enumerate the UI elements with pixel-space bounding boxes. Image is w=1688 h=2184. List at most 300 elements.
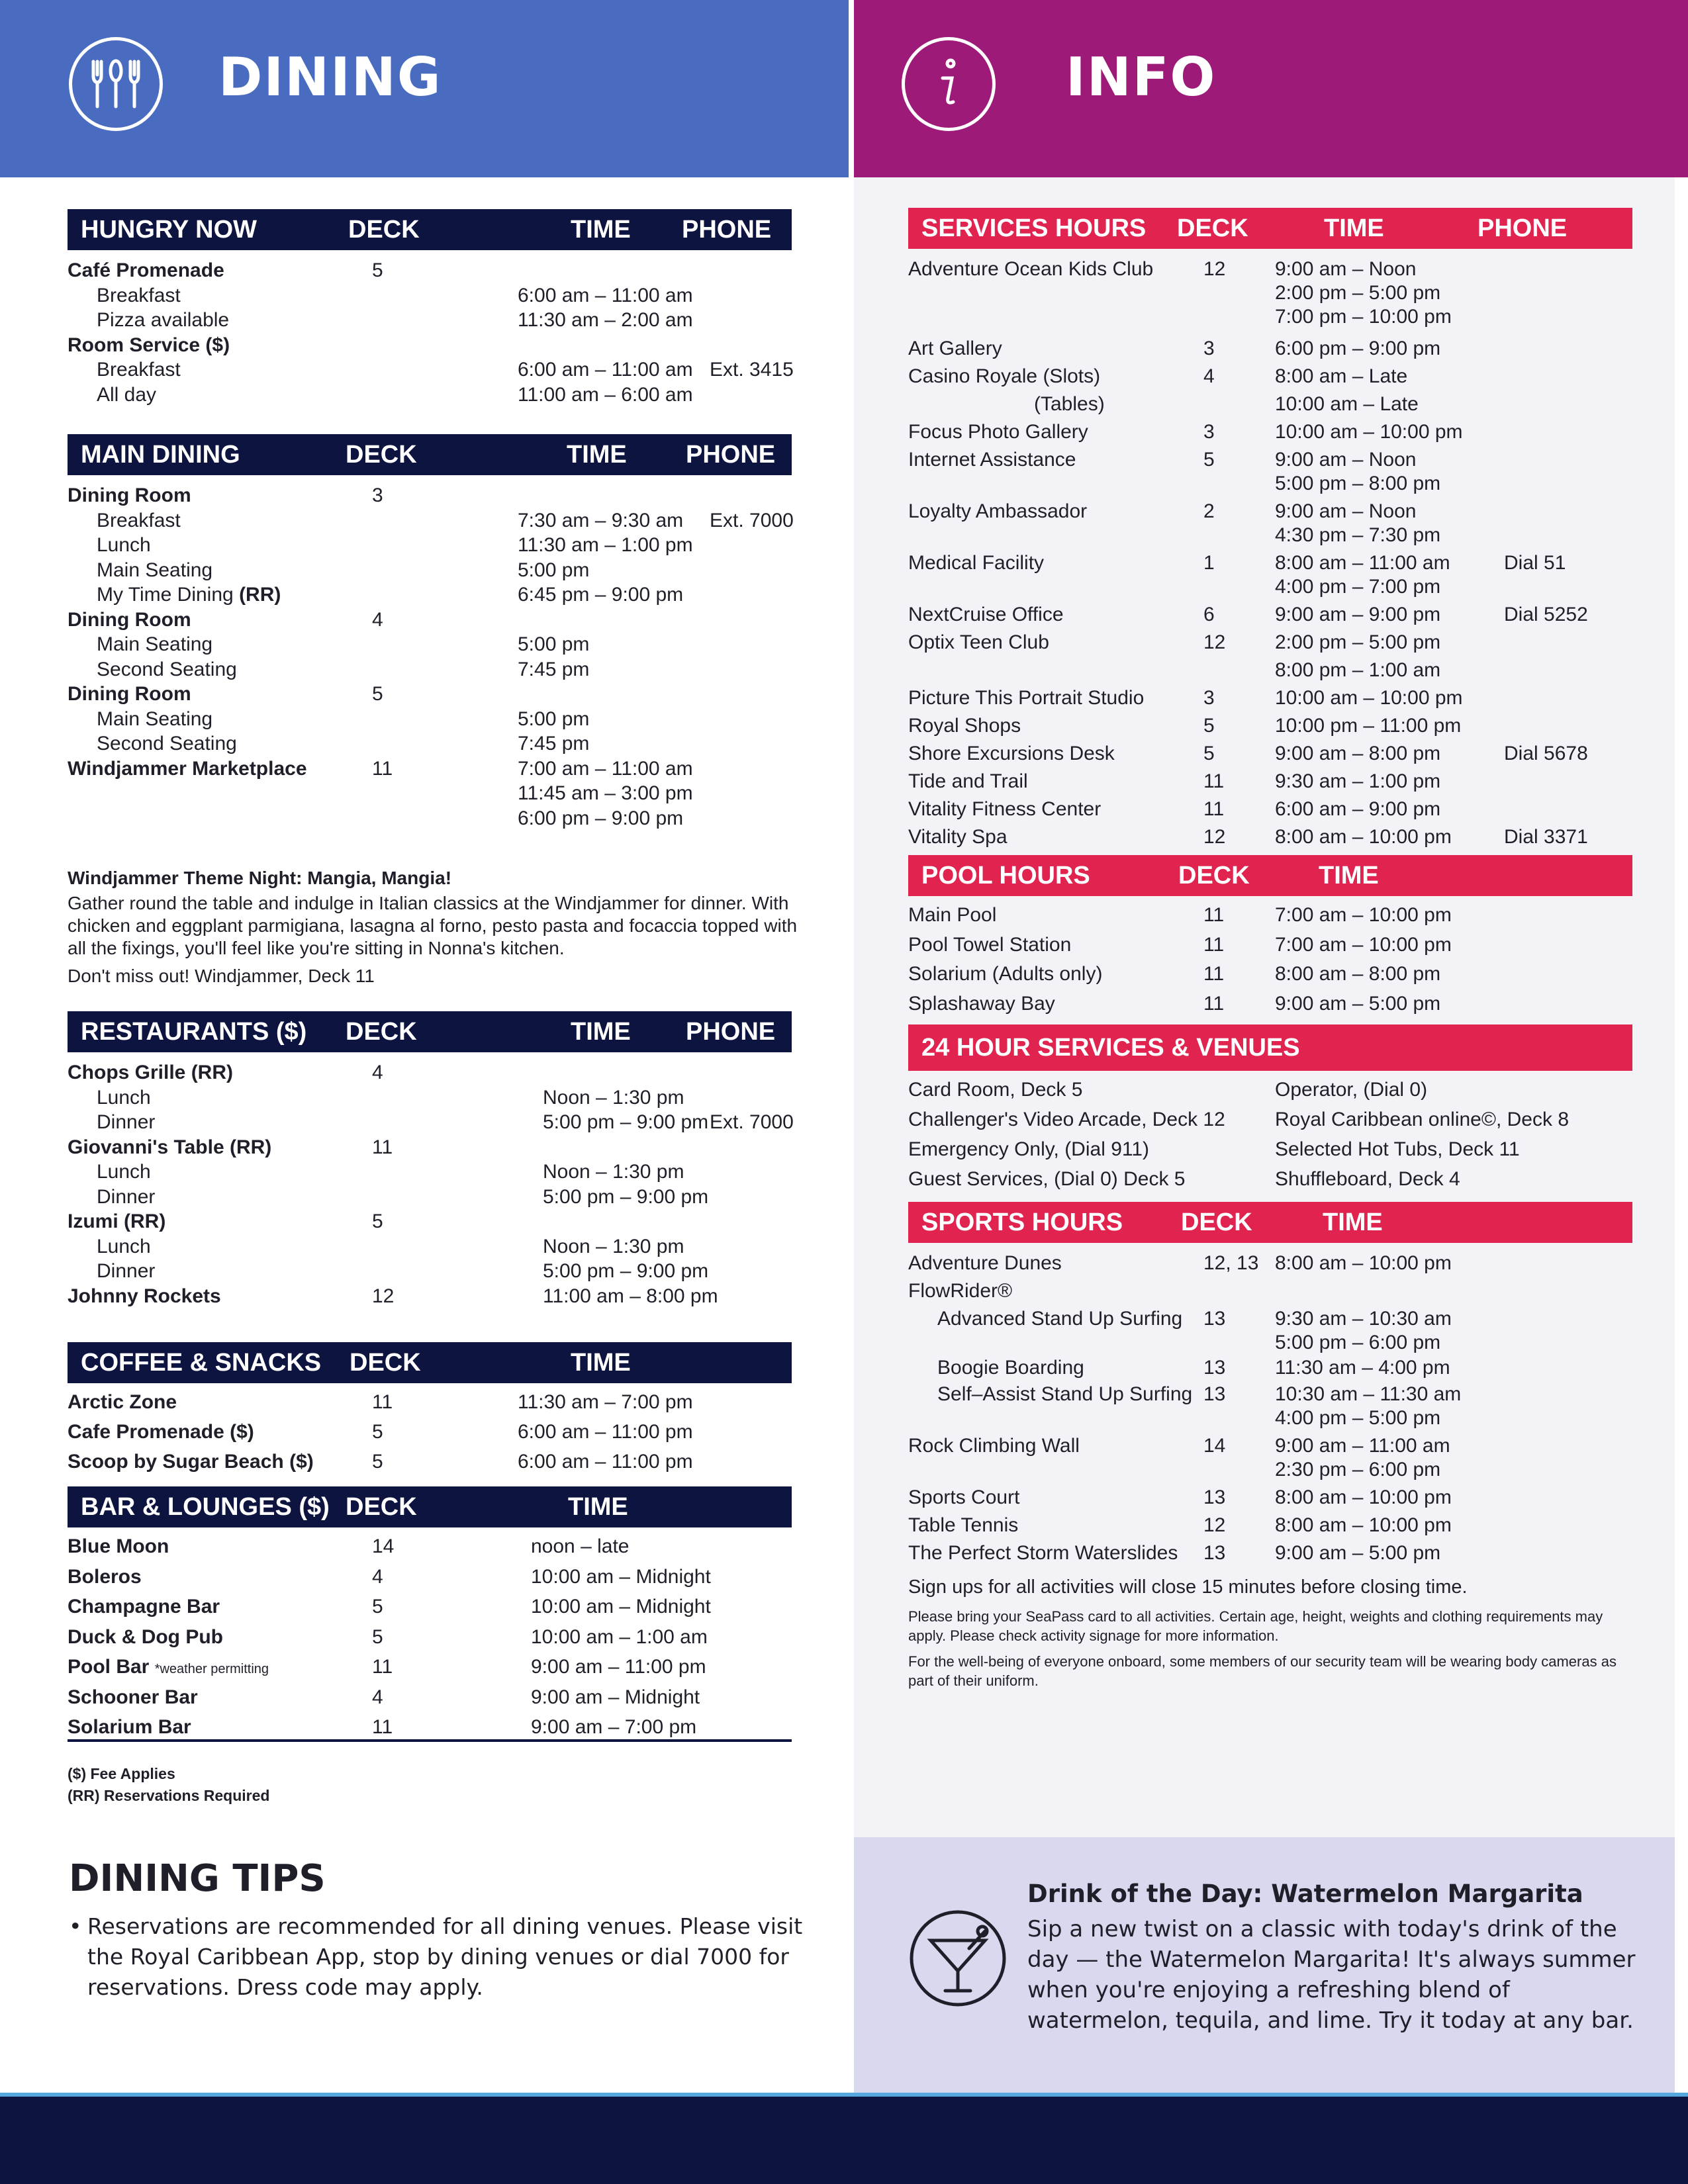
row-name-text: FlowRider® [908,1280,1013,1302]
row-name-text: Champagne Bar [68,1596,220,1617]
row-name-text: (Tables) [1034,393,1105,415]
info-fine-print [908,1607,1636,1690]
row-time: 7:00 am – 10:00 pm [1275,904,1452,926]
bar-lounges-list [68,1534,802,1745]
restaurants-list [68,1060,802,1308]
row-time: Noon – 1:30 pm [543,1235,684,1257]
row-name [908,933,1071,958]
row-deck: 6 [1203,604,1215,625]
row-name-text: Medical Facility [908,552,1045,574]
row-time: 5:00 pm – 9:00 pm [543,1260,709,1282]
table-row [68,1594,802,1625]
row-name [908,630,1049,655]
row-name-text: Internet Assistance [908,449,1076,471]
row-time: 7:00 pm – 10:00 pm [1275,306,1452,328]
table-row [908,933,1643,962]
row-name-text: Vitality Fitness Center [908,798,1102,820]
row-time: 10:00 am – 10:00 pm [1275,421,1463,443]
row-name-text: Sports Court [908,1486,1020,1508]
row-time: 8:00 am – 10:00 pm [1275,1514,1452,1536]
row-time: 10:30 am – 11:30 am [1275,1383,1462,1405]
row-time: 5:00 pm – 8:00 pm [1275,473,1441,494]
table-row [68,731,802,756]
row-name-text: Breakfast [97,509,181,531]
theme-night [68,867,802,987]
table-row [908,420,1643,447]
row-name [908,1279,1012,1304]
row-deck: 4 [372,608,383,631]
table-row [68,756,802,782]
row-time: 8:00 am – 8:00 pm [1275,963,1441,985]
sports-hours-header [908,1202,1632,1243]
table-row [908,392,1643,420]
row-name [68,1565,142,1590]
row-name [68,1534,169,1559]
table-row [68,608,802,633]
table-row [908,471,1643,499]
row-deck: 4 [372,1565,383,1588]
row-name-text: Johnny Rockets [68,1285,221,1307]
hungry-now-list [68,258,802,407]
row-name [908,602,1064,627]
row-deck: 3 [1203,687,1215,709]
row-time: 11:30 am – 7:00 pm [518,1391,693,1413]
row-name [97,582,281,608]
row-name-text: Giovanni's Table (RR) [68,1136,272,1158]
row-name [68,1135,271,1160]
coffee-snacks-col-1: DECK [350,1348,421,1377]
row-name-text: Scoop by Sugar Beach ($) [68,1451,314,1473]
row-deck: 3 [372,484,383,506]
table-row [68,1420,802,1449]
row-deck: 5 [1203,715,1215,737]
row-name [68,1390,177,1415]
row-name [908,1513,1018,1538]
pool-hours-col-1: DECK [1178,861,1250,889]
row-time: 8:00 pm – 1:00 am [1275,659,1441,681]
row-name [68,1594,220,1619]
sports-hours-col-0: SPORTS HOURS [921,1208,1123,1236]
row-deck: 13 [1203,1308,1226,1330]
row-name [68,1284,221,1309]
row-time: 2:00 pm – 5:00 pm [1275,282,1441,304]
main-dining-col-0: MAIN DINING [81,440,240,469]
row-name-text: Schooner Bar [68,1686,198,1708]
row-time: 8:00 am – 10:00 pm [1275,1486,1452,1508]
row-deck: 2 [1203,500,1215,522]
table-row [908,1355,1643,1382]
row-deck: 11 [1203,963,1225,985]
row-deck: 11 [372,757,393,780]
row-deck: 11 [1203,992,1225,1015]
row-time: 11:00 am – 8:00 pm [543,1285,718,1307]
row-name-text: Rock Climbing Wall [908,1435,1080,1457]
main-dining-col-1: DECK [346,440,417,469]
martini-icon [908,1909,1008,2008]
table-row [908,1513,1643,1541]
row-name-text: Pool Bar [68,1656,150,1678]
row-time: 8:00 am – 10:00 pm [1275,826,1452,848]
row-deck: 5 [372,1596,383,1617]
table-row [68,781,802,806]
row-name-text: Dining Room [68,484,191,506]
venues-24-right [1275,1077,1569,1197]
row-time: 9:00 am – 9:00 pm [1275,604,1441,625]
row-name [68,258,224,283]
row-name [908,686,1144,711]
row-name [908,713,1021,739]
row-name-text: Main Pool [908,904,997,926]
table-row [908,686,1643,713]
row-name-text: Pizza available [97,309,230,331]
row-name-text: Breakfast [97,284,181,306]
row-name [68,483,191,508]
row-time: 4:00 pm – 5:00 pm [1275,1407,1441,1429]
row-name [937,1382,1192,1407]
table-row [908,257,1643,281]
main-dining-col-3: PHONE [686,440,776,469]
row-time: 6:00 am – 11:00 am [518,359,693,381]
row-time: 8:00 am – Late [1275,365,1408,387]
row-note: *weather permitting [154,1662,269,1676]
row-deck: 11 [372,1656,393,1678]
services-hours-header [908,208,1632,249]
row-time: 4:00 pm – 7:00 pm [1275,576,1441,598]
info-header [854,0,1688,177]
row-name [937,1355,1084,1381]
row-deck: 5 [372,1210,383,1232]
row-deck: 4 [372,1686,383,1708]
row-name-text: Lunch [97,534,151,556]
venues-24-header [908,1024,1632,1071]
row-time: 9:00 am – 5:00 pm [1275,1542,1441,1564]
table-row [68,1625,802,1655]
table-row [68,1259,802,1284]
sports-hours-list [908,1251,1643,1569]
main-dining-list [68,483,802,831]
table-row [908,1457,1643,1485]
row-name-text: All day [97,383,157,406]
row-name-text: Pool Towel Station [908,933,1072,956]
pool-hours-list [908,903,1643,1021]
table-row [908,962,1643,991]
table-row [68,333,802,358]
table-row [68,657,802,682]
row-deck: 14 [1203,1435,1226,1457]
seapass-note: Please bring your SeaPass card to all activities. Certain age, height, weights and clothing requirements may apply. Please check activity signage for more information. [908,1608,1603,1644]
row-deck: 11 [1203,933,1225,956]
row-time: 6:00 pm – 9:00 pm [1275,338,1441,359]
row-name [908,903,996,928]
row-name-text: Solarium (Adults only) [908,963,1103,985]
row-name-text: Loyalty Ambassador [908,500,1088,522]
row-deck: 14 [372,1535,395,1557]
hungry-now-col-1: DECK [348,215,420,244]
row-name-text: Boogie Boarding [937,1357,1084,1379]
row-time: 9:00 am – 11:00 pm [531,1656,706,1678]
table-row [908,304,1643,336]
row-name [908,257,1153,282]
restaurants-col-1: DECK [346,1017,417,1046]
row-name [97,707,212,732]
row-deck: 11 [372,1716,393,1738]
row-deck: 11 [372,1136,393,1158]
row-deck: 4 [372,1062,383,1083]
table-row [908,281,1643,304]
row-name-text: NextCruise Office [908,604,1064,625]
security-note: For the well-being of everyone onboard, some members of our security team will be wearing body cameras as part of their uniform. [908,1653,1617,1689]
legend-reservations: (RR) Reservations Required [68,1787,270,1804]
table-row [68,533,802,558]
row-name [97,357,181,383]
row-name [908,420,1088,445]
table-row [68,1449,802,1479]
row-name-text: Adventure Dunes [908,1252,1062,1274]
row-deck: 5 [372,683,383,705]
row-deck: 5 [372,1421,383,1443]
bar-lounges-col-0: BAR & LOUNGES ($) [81,1492,330,1521]
row-name [68,608,191,633]
services-hours-list [908,257,1643,852]
list-item: Operator, (Dial 0) [1275,1079,1428,1101]
row-name [97,1160,151,1185]
row-name-text: Picture This Portrait Studio [908,687,1145,709]
row-name-text: Breakfast [97,359,181,381]
table-row [908,499,1643,523]
footer-bar [0,2097,1688,2184]
table-row [68,707,802,732]
row-phone: Ext. 7000 [710,509,794,531]
pool-hours-col-0: POOL HOURS [921,861,1090,889]
table-row [68,383,802,408]
table-row [908,1251,1643,1279]
info-icon [902,37,996,131]
row-name [908,447,1076,473]
table-row [68,1110,802,1135]
hungry-now-col-0: HUNGRY NOW [81,215,257,244]
row-name-text: Focus Photo Gallery [908,421,1088,443]
restaurants-col-2: TIME [571,1017,631,1046]
row-name [1034,392,1105,417]
row-name-text: Advanced Stand Up Surfing [937,1308,1183,1330]
coffee-snacks-col-0: COFFEE & SNACKS [81,1348,322,1377]
row-time: 10:00 am – Midnight [531,1565,711,1588]
row-name-text: Dining Room [68,683,191,705]
row-deck: 5 [1203,743,1215,764]
row-time: 10:00 pm – 11:00 pm [1275,715,1462,737]
row-name-text: Optix Teen Club [908,631,1049,653]
table-row [908,1279,1643,1306]
dining-tips-title: DINING TIPS [69,1857,326,1900]
row-name [97,383,156,408]
main-dining-header [68,434,792,475]
row-time: 11:00 am – 6:00 am [518,383,693,406]
pool-hours-header [908,855,1632,896]
dining-tips-text: Reservations are recommended for all dining venues. Please visit the Royal Caribbean App, stop by dining venues or dial 7000 for reservations. Dress code may apply. [87,1913,803,2000]
row-name [68,1715,191,1740]
table-row [68,1209,802,1234]
row-name-text: Lunch [97,1086,151,1109]
row-name [68,1655,269,1682]
bar-lounges-col-1: DECK [346,1492,417,1521]
table-row [68,682,802,707]
row-deck: 13 [1203,1383,1226,1405]
table-row [908,991,1643,1021]
row-time: 7:45 pm [518,733,590,754]
row-time: 9:00 am – 8:00 pm [1275,743,1441,764]
table-row [68,558,802,583]
row-name [908,364,1100,389]
row-time: 6:00 am – 9:00 pm [1275,798,1441,820]
table-row [68,283,802,308]
row-name-suffix: (RR) [239,584,281,606]
row-name [908,336,1002,361]
list-item: Royal Caribbean online©, Deck 8 [1275,1109,1570,1130]
row-name [68,333,230,358]
dining-tips-bullet: • Reservations are recommended for all dining venues. Please visit the Royal Caribbean App, stop by dining venues or dial 7000 for reservations. Dress code may apply. [69,1913,803,2000]
row-name-text: Vitality Spa [908,826,1008,848]
row-deck: 11 [1203,798,1225,820]
table-row [908,574,1643,602]
row-name-text: Art Gallery [908,338,1002,359]
row-time: 9:30 am – 10:30 am [1275,1308,1452,1330]
table-row [908,630,1643,658]
table-row [908,364,1643,392]
row-name-text: Dinner [97,1111,156,1133]
info-title: INFO [1066,46,1217,108]
row-name-text: Shore Excursions Desk [908,743,1115,764]
row-time: 4:30 pm – 7:30 pm [1275,524,1441,546]
coffee-snacks-list [68,1390,802,1479]
row-name [908,991,1055,1017]
restaurants-col-3: PHONE [686,1017,776,1046]
row-time: 7:00 am – 10:00 pm [1275,933,1452,956]
table-row [68,1060,802,1085]
list-item: Emergency Only, (Dial 911) [908,1138,1150,1160]
row-name-text: Dining Room [68,608,191,631]
row-name [908,962,1102,987]
table-row [908,769,1643,797]
row-name [68,1449,314,1475]
row-deck: 3 [1203,338,1215,359]
row-deck: 12 [372,1285,395,1307]
coffee-snacks-col-2: TIME [571,1348,631,1377]
row-name [908,1485,1019,1510]
row-name-text: Blue Moon [68,1535,169,1557]
row-name [908,797,1101,822]
row-name [68,682,191,707]
row-name-text: Café Promenade [68,259,224,281]
row-name-text: Tide and Trail [908,770,1028,792]
row-time: 11:30 am – 2:00 am [518,309,693,331]
row-name-text: Self–Assist Stand Up Surfing [937,1383,1193,1405]
row-time: 9:00 am – Noon [1275,449,1417,471]
row-name-text: Dinner [97,1185,156,1208]
row-time: 9:30 am – 1:00 pm [1275,770,1441,792]
row-time: 10:00 am – 10:00 pm [1275,687,1463,709]
row-name [97,1110,155,1135]
table-row [68,357,802,383]
row-time: 5:00 pm [518,633,590,655]
row-name [908,825,1008,850]
table-row [68,1534,802,1565]
table-row [68,1655,802,1685]
row-deck: 11 [1203,770,1225,792]
services-hours-col-3: PHONE [1477,214,1568,242]
row-time: 6:00 am – 11:00 pm [518,1421,693,1443]
table-row [908,1485,1643,1513]
dining-title: DINING [218,46,442,108]
row-name [97,1259,155,1284]
table-divider [68,1739,792,1742]
row-time: 2:30 pm – 6:00 pm [1275,1459,1441,1480]
table-row [908,1330,1643,1355]
dining-header [0,0,849,177]
row-time: 5:00 pm – 9:00 pm [543,1185,709,1208]
row-deck: 5 [372,1451,383,1473]
row-deck: 5 [1203,449,1215,471]
row-name [68,1685,198,1710]
row-name [97,308,229,333]
row-time: 5:00 pm [518,559,590,581]
table-row [908,1406,1643,1433]
table-row [68,1234,802,1259]
row-name-text: Cafe Promenade ($) [68,1421,254,1443]
row-name-text: Lunch [97,1235,151,1257]
row-time: 9:00 am – 11:00 am [1275,1435,1450,1457]
venues-24-left [908,1077,1225,1197]
row-time: 11:45 am – 3:00 pm [518,782,693,804]
row-time: noon – late [531,1535,630,1557]
row-name-text: Duck & Dog Pub [68,1625,224,1648]
row-name-text: Royal Shops [908,715,1021,737]
row-deck: 13 [1203,1357,1226,1379]
table-row [68,258,802,283]
table-row [908,825,1643,852]
row-name-text: Izumi (RR) [68,1210,166,1232]
row-name-text: Main Seating [97,559,213,581]
row-name [68,1060,233,1085]
row-time: 2:00 pm – 5:00 pm [1275,631,1441,653]
venues-24-title: 24 HOUR SERVICES & VENUES [921,1033,1300,1062]
table-row [68,806,802,831]
row-name [97,1234,151,1259]
table-row [68,1085,802,1111]
legend [68,1763,269,1807]
table-row [68,1284,802,1309]
row-time: 9:00 am – Noon [1275,500,1417,522]
theme-night-body: Gather round the table and indulge in Italian classics at the Windjammer for dinner. With chicken and eggplant parmigiana, lasagna al forno, pesto pasta and focaccia topped with all the fixings, you'll feel like you're sitting in Nonna's kitchen. [68,893,798,958]
row-time: 5:00 pm – 9:00 pm [543,1111,709,1133]
row-deck: 3 [1203,421,1215,443]
row-name-text: Second Seating [97,658,237,680]
row-time: Noon – 1:30 pm [543,1086,684,1109]
table-row [68,1390,802,1420]
row-time: 8:00 am – 11:00 am [1275,552,1450,574]
row-time: 5:00 pm [518,707,590,730]
hungry-now-header [68,209,792,250]
row-time: 8:00 am – 10:00 pm [1275,1252,1452,1274]
list-item: Guest Services, (Dial 0) Deck 5 [908,1168,1186,1190]
row-time: 6:00 am – 11:00 pm [518,1451,693,1473]
table-row [908,1541,1643,1569]
row-name [937,1306,1182,1332]
row-name [68,1420,254,1445]
bar-lounges-col-2: TIME [568,1492,628,1521]
row-time: 6:00 am – 11:00 am [518,284,693,306]
services-hours-col-2: TIME [1324,214,1384,242]
row-phone: Dial 3371 [1504,826,1588,848]
